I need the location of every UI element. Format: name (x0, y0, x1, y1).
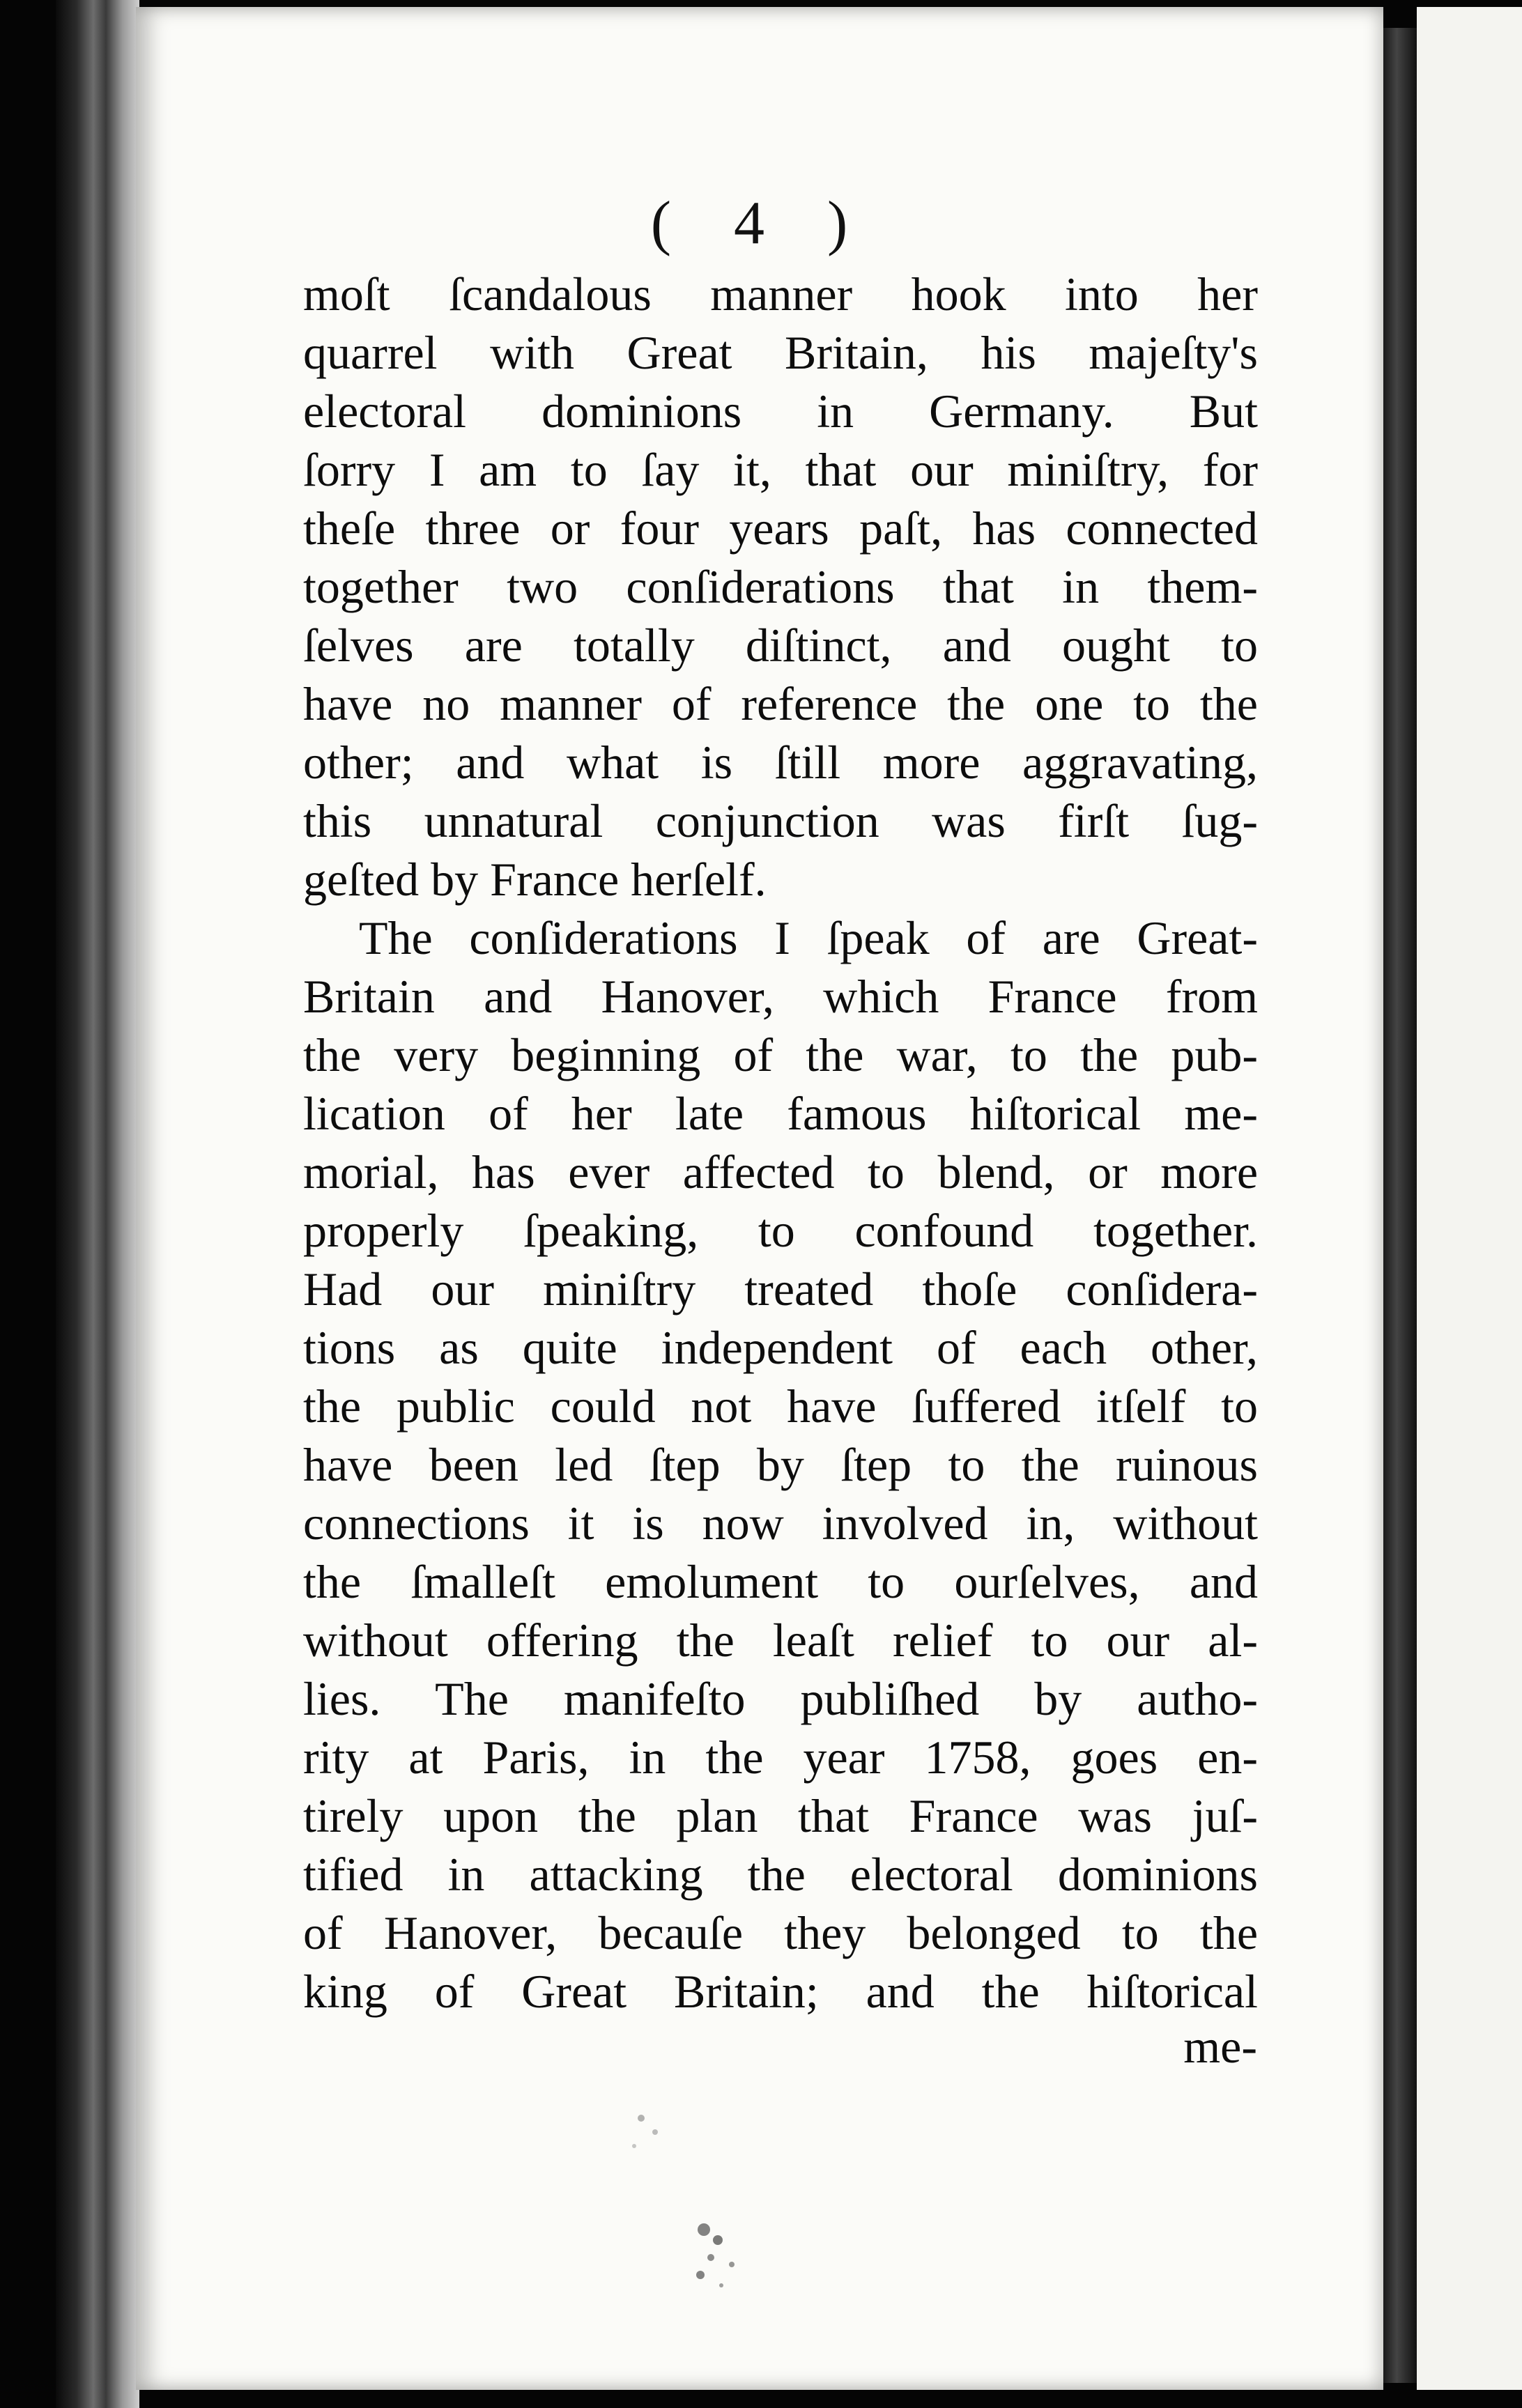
page-gutter-shadow (1383, 28, 1417, 2383)
text-line: the very beginning of the war, to the pub- (303, 1028, 1258, 1081)
adjacent-page-edge (1417, 7, 1522, 2390)
text-line: the ſmalleſt emolument to ourſelves, and (303, 1555, 1258, 1608)
text-line: of Hanover, becauſe they belonged to the (303, 1906, 1258, 1959)
text-line: this unnatural conjunction was firſt ſug- (303, 794, 1258, 847)
text-line: quarrel with Great Britain, his majeſty's (303, 326, 1258, 379)
text-line: rity at Paris, in the year 1758, goes en- (303, 1731, 1258, 1784)
text-line: ſelves are totally diſtinct, and ought to (303, 619, 1258, 672)
text-line: lication of her late famous hiſtorical me- (303, 1087, 1258, 1140)
text-line: tirely upon the plan that France was juſ- (303, 1789, 1258, 1842)
text-line: properly ſpeaking, to confound together. (303, 1204, 1258, 1257)
text-line: tified in attacking the electoral dominions (303, 1848, 1258, 1901)
text-line: king of Great Britain; and the hiſtorical (303, 1965, 1258, 2018)
body-text (303, 265, 1258, 2021)
text-line: have no manner of reference the one to the (303, 677, 1258, 730)
page-number: ( 4 ) (650, 190, 872, 257)
text-line: ſorry I am to ſay it, that our miniſtry, for (303, 443, 1258, 496)
ink-smudge (599, 2090, 781, 2299)
text-line: have been led ſtep by ſtep to the ruinous (303, 1438, 1258, 1491)
text-line: morial, has ever affected to blend, or more (303, 1145, 1258, 1198)
catchword: me- (1183, 2020, 1257, 2073)
text-line: lies. The manifeſto publiſhed by autho- (303, 1672, 1258, 1725)
text-line: tions as quite independent of each other, (303, 1321, 1258, 1374)
text-line: moſt ſcandalous manner hook into her (303, 268, 1258, 321)
text-line: connections it is now involved in, without (303, 1497, 1258, 1550)
text-line: the public could not have ſuffered itſelf to (303, 1380, 1258, 1433)
text-line: Britain and Hanover, which France from (303, 970, 1258, 1023)
text-line: electoral dominions in Germany. But (303, 385, 1258, 438)
text-line-paragraph-end: geſted by France herſelf. (303, 853, 767, 906)
text-line: other; and what is ſtill more aggravating, (303, 736, 1258, 789)
book-binding (56, 0, 139, 2408)
text-line: together two conſiderations that in them- (303, 560, 1258, 613)
text-line-paragraph-start: The conſiderations I ſpeak of are Great- (359, 911, 1258, 964)
text-line: Had our miniſtry treated thoſe conſidera- (303, 1263, 1258, 1315)
text-line: without offering the leaſt relief to our al- (303, 1614, 1258, 1667)
text-line: theſe three or four years paſt, has connected (303, 502, 1258, 555)
